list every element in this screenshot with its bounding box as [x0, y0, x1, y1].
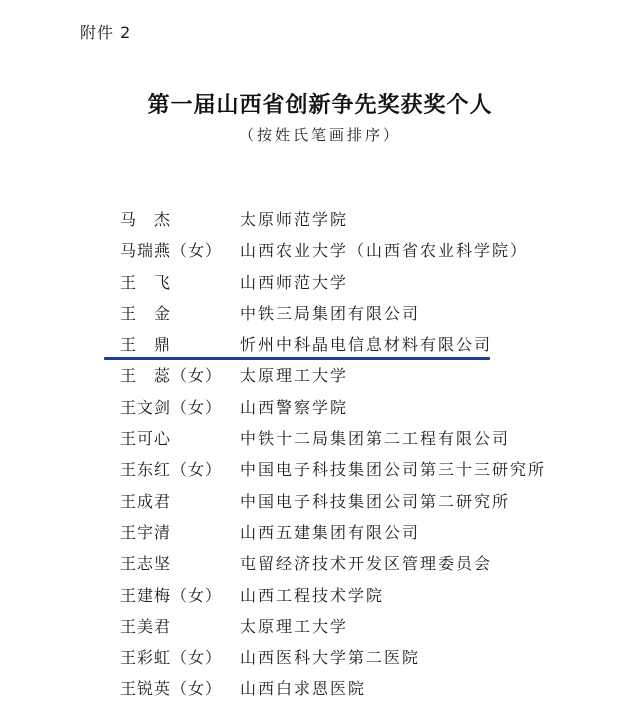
awardee-unit: 屯留经济技术开发区管理委员会 [240, 554, 493, 574]
awardee-name: 王美君 [120, 616, 172, 636]
list-item [0, 360, 640, 391]
awardee-unit: 中铁三局集团有限公司 [240, 303, 421, 323]
awardee-name: 王彩虹（女） [120, 648, 223, 668]
awardee-unit: 中铁十二局集团第二工程有限公司 [240, 429, 511, 449]
awardee-list [0, 204, 640, 705]
list-item [0, 423, 640, 454]
attachment-label: 附件 2 [80, 23, 132, 42]
awardee-name: 王 金 [120, 303, 172, 323]
awardee-name: 王文剑（女） [120, 397, 223, 417]
list-item [0, 204, 640, 235]
awardee-name: 王宇清 [120, 522, 172, 542]
awardee-unit: 山西白求恩医院 [240, 679, 367, 699]
highlight-underline [104, 357, 490, 360]
awardee-unit: 山西五建集团有限公司 [240, 522, 421, 542]
list-item [0, 392, 640, 423]
list-item [0, 486, 640, 517]
awardee-unit: 太原师范学院 [240, 210, 349, 229]
awardee-unit: 山西师范大学 [240, 272, 349, 292]
awardee-name: 王 蕊（女） [120, 366, 223, 386]
list-item [0, 580, 640, 611]
awardee-unit: 山西农业大学（山西省农业科学院） [240, 241, 529, 261]
list-item [0, 454, 640, 485]
awardee-name: 王 飞 [120, 272, 172, 292]
list-item [0, 548, 640, 579]
awardee-name: 王 鼎 [120, 335, 172, 355]
list-item [0, 235, 640, 266]
awardee-name: 王锐英（女） [120, 679, 223, 699]
awardee-unit: 山西医科大学第二医院 [240, 648, 421, 668]
list-item [0, 642, 640, 673]
document-title: 第一届山西省创新争先奖获奖个人 [147, 92, 493, 118]
awardee-name: 马瑞燕（女） [120, 241, 223, 261]
list-item [0, 329, 640, 360]
document-subtitle: （按姓氏笔画排序） [238, 126, 401, 144]
awardee-unit: 中国电子科技集团公司第二研究所 [240, 491, 511, 511]
list-item [0, 517, 640, 548]
list-item [0, 611, 640, 642]
awardee-unit: 山西警察学院 [240, 397, 349, 417]
awardee-name: 王可心 [120, 429, 172, 449]
awardee-unit: 中国电子科技集团公司第三十三研究所 [240, 460, 547, 480]
awardee-unit: 太原理工大学 [240, 366, 349, 386]
awardee-name: 王建梅（女） [120, 585, 223, 605]
awardee-name: 王东红（女） [120, 460, 223, 480]
awardee-unit: 太原理工大学 [240, 616, 349, 636]
list-item [0, 673, 640, 704]
list-item [0, 267, 640, 298]
awardee-unit: 山西工程技术学院 [240, 585, 385, 605]
awardee-unit: 忻州中科晶电信息材料有限公司 [240, 335, 493, 355]
awardee-name: 王志坚 [120, 554, 172, 574]
awardee-name: 马 杰 [120, 210, 172, 229]
awardee-name: 王成君 [120, 491, 172, 511]
list-item [0, 298, 640, 329]
